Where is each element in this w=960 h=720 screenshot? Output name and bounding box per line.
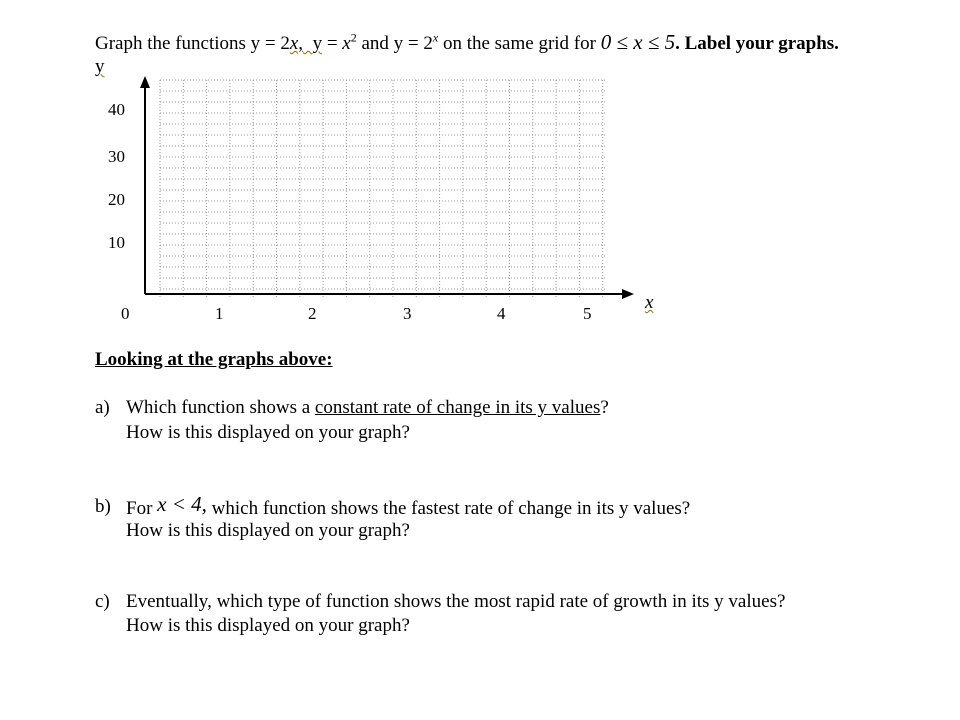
x-axis-arrowhead [622,289,634,299]
question-a-label: a) [95,397,110,418]
question-b-math: x < 4, [157,492,207,516]
question-b-text [126,492,690,520]
y-axis-label: y [95,56,105,77]
title-superscript: 2 [350,30,357,45]
y-tick-label: 40 [108,100,125,119]
y-tick-label: 30 [108,147,125,166]
question-c-line2: How is this displayed on your graph? [126,615,410,636]
section-heading: Looking at the graphs above: [95,349,333,370]
question-b-line2: How is this displayed on your graph? [126,520,410,541]
question-a-pre: Which function shows a [126,397,315,418]
title-part: Graph the functions y = 2 [95,33,290,54]
question-b-pre: For [126,498,158,519]
y-tick-label: 10 [108,233,125,252]
question-a-line2: How is this displayed on your graph? [126,422,410,443]
title-part: y [312,33,323,54]
title-part: and y = 2 [356,33,433,54]
x-tick-label: 5 [583,304,592,323]
question-a-post: ? [600,397,609,418]
question-c-label: c) [95,591,110,612]
question-b-post: which function shows the fastest rate of change in its y values? [206,498,691,519]
title-superscript: x [432,30,439,45]
title-part: x, [289,33,304,54]
x-tick-label: 4 [497,304,506,323]
title-part: x [342,33,351,54]
grid-dots [160,80,606,297]
y-tick-label: 20 [108,190,125,209]
x-tick-label: 2 [308,304,317,323]
question-a-text [126,397,609,419]
title-part: on the same grid for [438,33,601,54]
y-axis-arrowhead [140,76,150,88]
x-tick-label: 0 [121,304,130,323]
question-c-line1: Eventually, which type of function shows the most rapid rate of growth in its y values? [126,591,786,612]
x-tick-label: 1 [215,304,224,323]
x-tick-label: 3 [403,304,412,323]
question-a-emphasis: constant rate of change in its y values [314,397,601,418]
x-axis-label: x [645,292,654,313]
question-b-label: b) [95,496,111,517]
title-domain: 0 ≤ x ≤ 5 [600,30,676,54]
title-part: = [322,33,343,54]
title-instruction: . Label your graphs. [675,33,839,54]
